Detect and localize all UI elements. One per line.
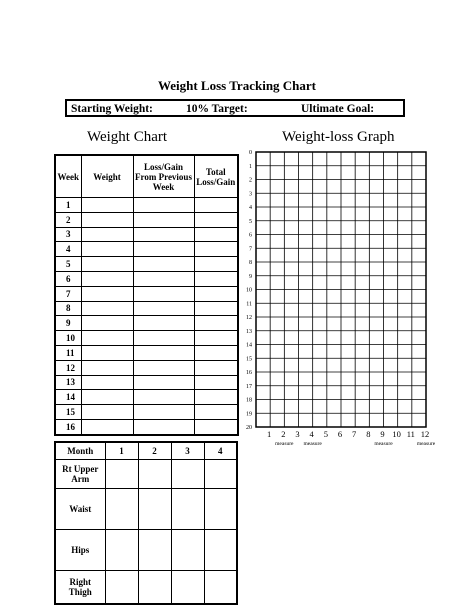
measurement-label-line1: Hips [71, 545, 90, 555]
y-axis-label: 17 [246, 383, 252, 390]
y-axis-label: 19 [246, 411, 252, 418]
graph-x-labels [267, 429, 436, 447]
x-axis-label: 7 [352, 429, 357, 439]
week-number: 3 [55, 227, 81, 242]
week-number: 11 [55, 345, 81, 360]
y-axis-label: 11 [246, 301, 252, 308]
week-number: 1 [55, 198, 81, 213]
x-axis-label: 6 [337, 429, 343, 439]
y-axis-label: 3 [249, 191, 252, 198]
week-number: 14 [55, 390, 81, 405]
x-axis-label: 5 [323, 429, 328, 439]
measurement-label-line2: Arm [71, 474, 90, 484]
y-axis-label: 18 [246, 397, 252, 404]
y-axis-label: 6 [249, 232, 252, 239]
week-header: Week [55, 155, 81, 198]
week-number: 6 [55, 271, 81, 286]
y-axis-label: 9 [249, 273, 252, 280]
y-axis-label: 14 [246, 342, 252, 349]
lossgain-header-line2: From Previous [135, 171, 192, 182]
week-number: 9 [55, 316, 81, 331]
x-axis-label: 11 [406, 429, 415, 439]
y-axis-label: 16 [246, 370, 252, 376]
measurement-label-line1: Right [69, 577, 91, 587]
month-1-header: 1 [105, 442, 138, 460]
week-number: 16 [55, 419, 81, 434]
x-axis-label: 4 [309, 429, 314, 439]
y-axis-label: 0 [249, 150, 252, 156]
measurement-label-line1: Waist [69, 504, 92, 514]
y-axis-label: 15 [246, 356, 252, 363]
week-number: 15 [55, 405, 81, 420]
month-2-header: 2 [138, 442, 171, 460]
month-header: Month [55, 442, 105, 460]
x-axis-label: 9 [380, 429, 385, 439]
y-axis-label: 2 [249, 177, 252, 184]
week-number: 10 [55, 331, 81, 346]
ultimate-goal-label: Ultimate Goal: [301, 103, 375, 115]
y-axis-label: 8 [249, 260, 252, 266]
week-number: 5 [55, 257, 81, 272]
measure-label: measure [303, 441, 322, 447]
total-header-line1: Total [205, 166, 226, 177]
measure-label: measure [416, 441, 436, 447]
x-axis-label: 1 [267, 429, 272, 439]
month-3-header: 3 [171, 442, 204, 460]
graph-title: Weight-loss Graph [282, 129, 395, 145]
x-axis-label: 2 [281, 429, 286, 439]
week-number: 7 [55, 286, 81, 301]
y-axis-label: 4 [249, 205, 252, 211]
y-axis-label: 7 [249, 246, 252, 253]
lossgain-header-line1: Loss/Gain [143, 161, 183, 172]
measure-label: measure [374, 441, 393, 447]
week-number: 8 [55, 301, 81, 316]
x-axis-label: 12 [420, 429, 430, 439]
graph-y-labels [246, 150, 252, 431]
week-number: 12 [55, 360, 81, 375]
x-axis-label: 10 [392, 429, 401, 439]
x-axis-label: 8 [366, 429, 371, 439]
weight-header: Weight [81, 155, 133, 198]
month-4-header: 4 [204, 442, 237, 460]
y-axis-label: 12 [246, 315, 252, 321]
x-axis-label: 3 [295, 429, 300, 439]
weight-chart-title: Weight Chart [87, 129, 168, 145]
week-number: 4 [55, 242, 81, 257]
lossgain-header-line3: Week [152, 181, 175, 192]
y-axis-label: 20 [246, 425, 252, 431]
y-axis-label: 10 [246, 287, 252, 294]
total-header-line2: Loss/Gain [196, 176, 236, 187]
week-number: 13 [55, 375, 81, 390]
measure-label: measure [275, 441, 294, 447]
measurement-label-line1: Rt Upper [62, 464, 99, 474]
y-axis-label: 5 [249, 218, 252, 225]
y-axis-label: 13 [246, 328, 252, 335]
week-number: 2 [55, 212, 81, 227]
y-axis-label: 1 [249, 163, 252, 170]
graph-grid [256, 152, 426, 427]
target-label: 10% Target: [186, 103, 248, 115]
measurement-label-line2: Thigh [68, 587, 92, 597]
starting-weight-label: Starting Weight: [71, 103, 153, 115]
page-title: Weight Loss Tracking Chart [157, 78, 317, 93]
